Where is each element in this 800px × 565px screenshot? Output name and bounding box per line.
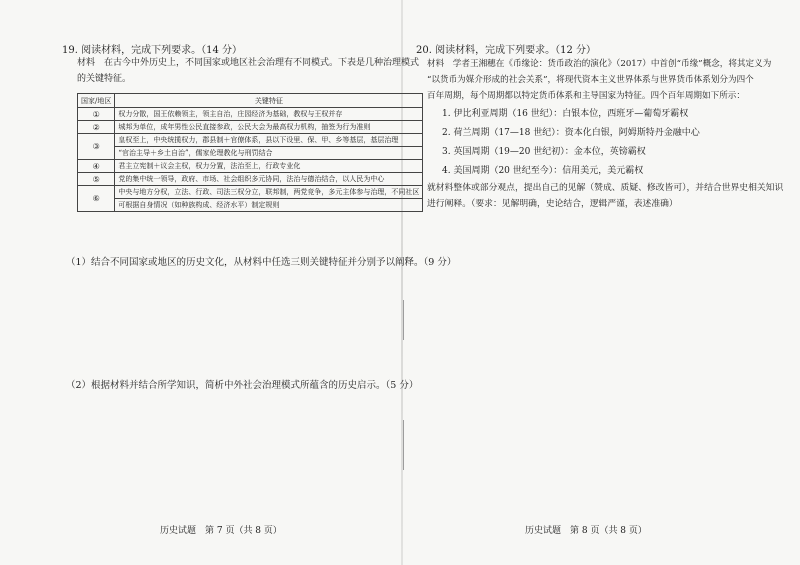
q20-material-line: 百年周期，每个周期都以特定货币体系和主导国家为特征。四个百年周期如下所示： [427,91,745,101]
q19-sub1: （1）结合不同国家或地区的历史文化，从材料中任选三则关键特征并分别予以阐释。（9 分） [66,257,457,268]
period-item: 2. 荷兰周期（17—18 世纪）：资本化白银，阿姆斯特丹金融中心 [442,128,700,138]
period-item: 1. 伊比利亚周期（16 世纪）：白银本位，西班牙—葡萄牙霸权 [442,109,689,119]
table-header-features: 关键特征 [115,94,423,108]
row-number: ① [78,108,115,121]
table-row [78,108,423,121]
row-feature: 城邦为单位，成年男性公民直接参政，公民大会为最高权力机构，抽签为行为准则 [115,121,423,134]
q19-header: 19. 阅读材料，完成下列要求。（14 分） [62,45,242,56]
q20-material-line: 材料 学者王湘穗在《币缘论：货币政治的演化》（2017）中首创“币缘”概念，将其定义为 [427,59,772,69]
q20-header: 20. 阅读材料，完成下列要求。（12 分） [416,45,596,56]
fold-mark [403,300,404,340]
page-footer-left: 历史试题 第 7 页（共 8 页） [160,526,282,536]
table-header-row [78,94,423,108]
table-row [78,134,423,147]
features-table [77,93,423,212]
q19-material-line: 的关键特征。 [77,74,132,84]
row-number: ⑤ [78,173,115,186]
right-page [400,0,800,565]
table-row [78,186,423,199]
table-header-region: 国家/地区 [78,94,115,108]
table-row [78,160,423,173]
page-footer-right: 历史试题 第 8 页（共 8 页） [525,526,647,536]
q20-task [427,180,783,212]
row-feature: 权力分散，国王依赖领主，领主自治，庄园经济为基础，教权与王权并存 [115,108,423,121]
q19-material-line: 材料 在古今中外历史上，不同国家或地区社会治理有不同模式。下表是几种治理模式 [77,58,420,68]
table-row-cont [78,147,423,160]
q20-task-line: 就材料整体或部分观点，提出自己的见解（赞成、质疑、修改皆可），并结合世界史相关知识 [427,183,784,193]
q19-material [77,55,419,87]
row-feature: 中央与地方分权，立法、行政、司法三权分立，联邦制，两党竞争，多元主体参与治理，不同社区 [115,186,423,199]
row-feature: “官治主导＋乡土自治”，儒家伦理教化与刑罚结合 [115,147,423,160]
row-feature: 君主立宪制＋议会主权，权力分置，法治至上，行政专业化 [115,160,423,173]
period-item: 4. 美国周期（20 世纪至今）：信用美元，美元霸权 [442,166,644,176]
row-number: ⑥ [78,186,115,212]
q20-material-line: “以货币为媒介形成的社会关系”，将现代资本主义世界体系与世界货币体系划分为四个 [427,75,754,85]
row-number: ④ [78,160,115,173]
row-feature: 皇权至上，中央统揽权力，郡县制＋官僚体系，县以下设里、保、甲、乡等基层，基层治理 [115,134,423,147]
row-number: ③ [78,134,115,160]
q19-sub2: （2）根据材料并结合所学知识，简析中外社会治理模式所蕴含的历史启示。（5 分） [66,380,419,391]
q20-material [427,56,771,104]
table-row-cont [78,199,423,212]
row-feature: 党的集中统一领导，政府、市场、社会组织多元协同，法治与德治结合，以人民为中心 [115,173,423,186]
table-row [78,173,423,186]
q20-periods [442,105,700,181]
q20-task-line: 进行阐释。（要求：见解明确，史论结合，逻辑严谨，表述准确） [427,199,678,209]
table-row [78,121,423,134]
period-item: 3. 英国周期（19—20 世纪初）：金本位，英镑霸权 [442,147,646,157]
fold-mark [403,420,404,470]
row-feature: 可根据自身情况（如种族构成、经济水平）制定规则 [115,199,423,212]
row-number: ② [78,121,115,134]
